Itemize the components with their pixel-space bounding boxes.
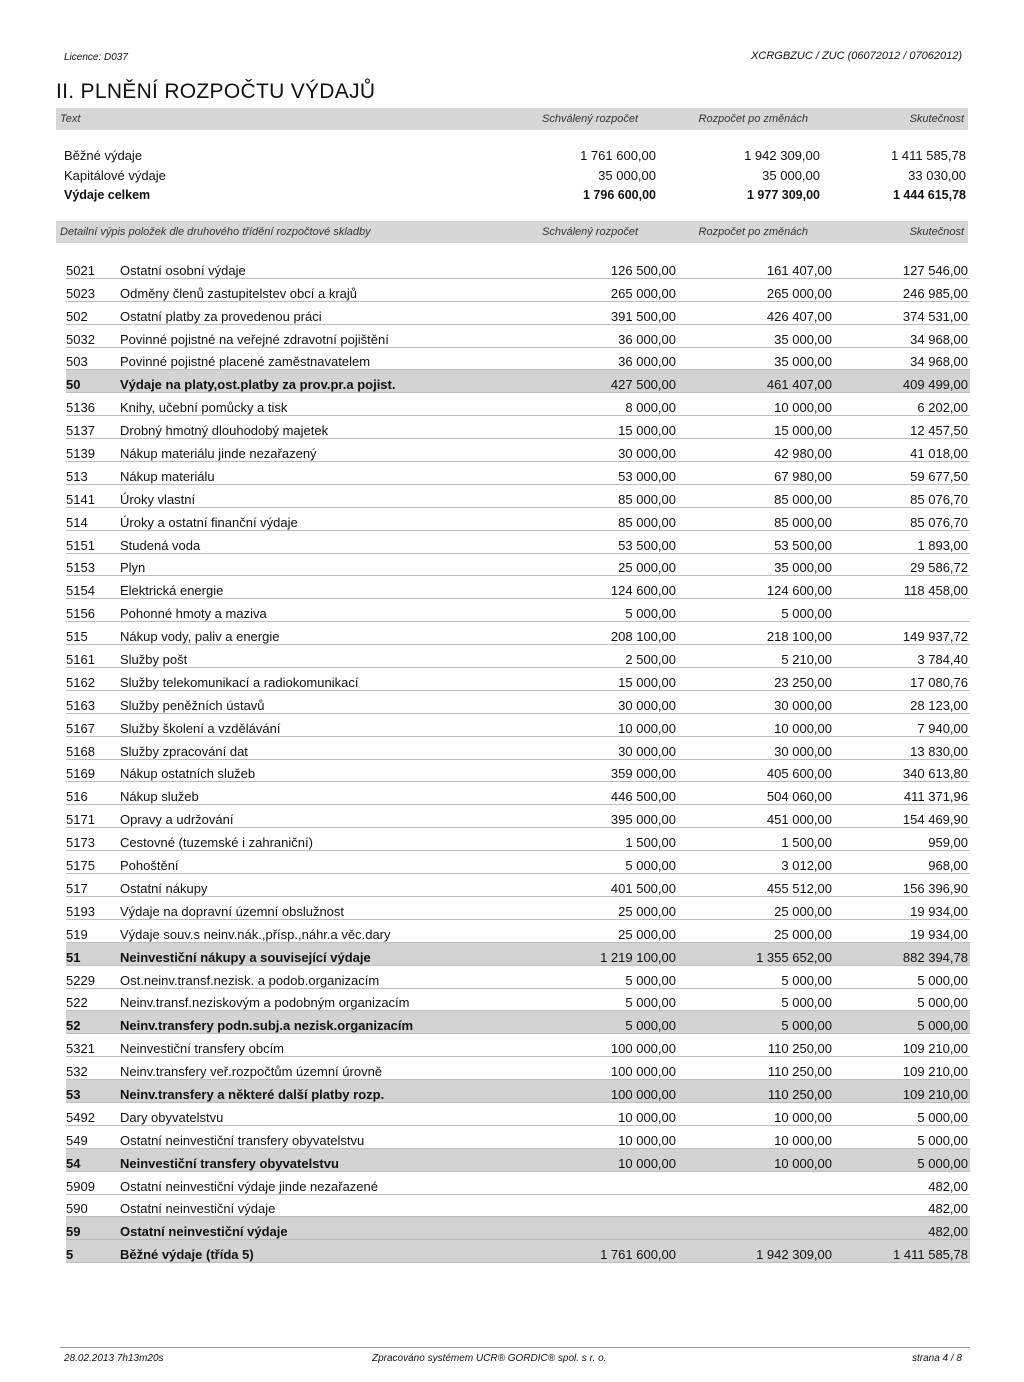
row-code: 503 (66, 354, 88, 370)
row-approved: 53 000,00 (618, 468, 676, 484)
row-approved: 359 000,00 (610, 766, 676, 782)
row-approved: 25 000,00 (618, 926, 676, 942)
row-approved: 208 100,00 (610, 629, 676, 645)
row-actual: 34 968,00 (910, 331, 968, 347)
row-revised: 110 250,00 (678, 1080, 834, 1103)
row-code: 517 (66, 880, 88, 896)
row-revised: 124 600,00 (766, 583, 832, 599)
row-code: 5021 (66, 262, 95, 278)
row-code: 54 (66, 1148, 120, 1171)
row-revised: 25 000,00 (774, 903, 832, 919)
row-name: Elektrická energie (120, 583, 224, 599)
table-row (66, 942, 970, 965)
table-row (66, 1148, 970, 1171)
row-actual: 374 531,00 (902, 308, 968, 324)
row-revised: 10 000,00 (774, 720, 832, 736)
row-revised: 35 000,00 (774, 354, 832, 370)
row-approved: 30 000,00 (618, 743, 676, 759)
row-actual: 882 394,78 (834, 942, 970, 965)
row-actual: 59 677,50 (910, 468, 968, 484)
row-approved: 446 500,00 (610, 789, 676, 805)
table-row (66, 988, 970, 1011)
row-approved: 8 000,00 (625, 400, 676, 416)
row-actual: 17 080,76 (910, 674, 968, 690)
row-name: Běžné výdaje (třída 5) (120, 1240, 540, 1263)
row-revised: 426 407,00 (766, 308, 832, 324)
summary-actual: 1 444 615,78 (893, 188, 966, 202)
table-row (66, 599, 970, 622)
summary-revised: 1 942 309,00 (744, 148, 820, 163)
table-row (66, 690, 970, 713)
table-row (66, 507, 970, 530)
table-row (66, 919, 970, 942)
table-row (66, 622, 970, 645)
row-revised: 5 210,00 (781, 652, 832, 668)
row-actual: 109 210,00 (902, 1041, 968, 1057)
row-code: 5162 (66, 674, 95, 690)
row-name: Výdaje souv.s neinv.nák.,přísp.,náhr.a věc.dary (120, 926, 391, 942)
row-name: Ostatní nákupy (120, 880, 208, 896)
row-code: 5153 (66, 560, 95, 576)
row-approved: 1 761 600,00 (540, 1240, 678, 1263)
row-name: Povinné pojistné placené zaměstnavatelem (120, 354, 371, 370)
row-actual: 149 937,72 (902, 629, 968, 645)
table-row (66, 782, 970, 805)
row-name: Studená voda (120, 537, 201, 553)
row-name: Ostatní platby za provedenou práci (120, 308, 322, 324)
row-revised: 1 942 309,00 (678, 1240, 834, 1263)
row-name: Neinv.transfery a některé další platby rozp. (120, 1080, 540, 1103)
row-code: 59 (66, 1217, 120, 1240)
row-revised: 5 000,00 (781, 995, 832, 1011)
row-name: Cestovné (tuzemské i zahraniční) (120, 835, 313, 851)
row-revised: 1 355 652,00 (678, 942, 834, 965)
row-name: Pohonné hmoty a maziva (120, 606, 267, 622)
row-actual: 13 830,00 (910, 743, 968, 759)
row-approved: 36 000,00 (618, 354, 676, 370)
table-row (66, 576, 970, 599)
row-name: Opravy a udržování (120, 812, 234, 828)
row-revised: 10 000,00 (678, 1148, 834, 1171)
row-code: 5151 (66, 537, 95, 553)
row-actual: 340 613,80 (902, 766, 968, 782)
row-approved: 391 500,00 (610, 308, 676, 324)
summary-label: Výdaje celkem (64, 188, 151, 202)
row-approved: 126 500,00 (610, 262, 676, 278)
row-actual: 246 985,00 (902, 285, 968, 301)
footer-date: 28.02.2013 7h13m20s (64, 1353, 164, 1364)
detail-header-col3: Skutečnost (909, 226, 964, 238)
row-actual: 482,00 (928, 1178, 968, 1194)
row-name: Nákup služeb (120, 789, 199, 805)
summary-revised: 35 000,00 (762, 168, 820, 183)
row-actual: 1 893,00 (917, 537, 968, 553)
row-actual: 19 934,00 (910, 926, 968, 942)
row-code: 514 (66, 514, 88, 530)
row-actual: 1 411 585,78 (834, 1240, 970, 1263)
table-row (66, 370, 970, 393)
row-revised: 461 407,00 (678, 370, 834, 393)
row-name: Nákup materiálu (120, 468, 215, 484)
table-row (66, 1171, 970, 1194)
row-code: 549 (66, 1132, 88, 1148)
row-actual: 5 000,00 (917, 972, 968, 988)
row-actual: 118 458,00 (903, 583, 968, 599)
row-revised: 30 000,00 (774, 743, 832, 759)
row-actual: 409 499,00 (834, 370, 970, 393)
row-approved (540, 1171, 678, 1194)
row-approved: 265 000,00 (610, 285, 676, 301)
summary-label: Běžné výdaje (64, 148, 143, 163)
summary-header-col1: Schválený rozpočet (542, 113, 638, 125)
row-approved: 53 500,00 (618, 537, 676, 553)
row-actual: 6 202,00 (917, 400, 968, 416)
row-approved: 15 000,00 (618, 423, 676, 439)
table-row (66, 553, 970, 576)
summary-row-total (64, 186, 964, 206)
table-row (66, 874, 970, 897)
row-revised: 1 500,00 (781, 835, 832, 851)
row-name: Služby peněžních ústavů (120, 697, 265, 713)
row-name: Služby školení a vzdělávání (120, 720, 281, 736)
summary-header-bar (56, 108, 968, 130)
table-row (66, 668, 970, 691)
summary-label: Kapitálové výdaje (64, 168, 166, 183)
row-actual: 85 076,70 (910, 514, 968, 530)
row-actual: 482,00 (834, 1217, 970, 1240)
table-row (66, 1240, 970, 1263)
row-actual: 28 123,00 (910, 697, 968, 713)
row-code: 513 (66, 468, 88, 484)
row-name: Nákup materiálu jinde nezařazený (120, 446, 317, 462)
row-revised: 10 000,00 (774, 400, 832, 416)
row-approved: 427 500,00 (540, 370, 678, 393)
row-code: 5909 (66, 1178, 95, 1194)
row-actual: 5 000,00 (917, 1132, 968, 1148)
row-code: 519 (66, 926, 88, 942)
row-name: Ostatní neinvestiční transfery obyvatelstvu (120, 1132, 365, 1148)
row-actual: 5 000,00 (834, 1011, 970, 1034)
row-code: 51 (66, 942, 120, 965)
row-revised (678, 1194, 834, 1217)
row-name: Úroky vlastní (120, 491, 196, 507)
detail-header-bar (56, 221, 968, 243)
table-row (66, 301, 970, 324)
row-code: 5171 (66, 812, 95, 828)
table-row (66, 462, 970, 485)
row-actual: 7 940,00 (917, 720, 968, 736)
row-name: Neinv.transfery veř.rozpočtům územní úrovně (120, 1064, 383, 1080)
row-actual: 154 469,90 (902, 812, 968, 828)
report-code: XCRGBZUC / ZUC (06072012 / 07062012) (751, 50, 962, 62)
row-approved: 15 000,00 (618, 674, 676, 690)
table-row (66, 736, 970, 759)
row-actual: 19 934,00 (910, 903, 968, 919)
table-row (66, 965, 970, 988)
detail-table (66, 256, 970, 1263)
row-actual: 5 000,00 (834, 1148, 970, 1171)
row-revised: 5 000,00 (781, 972, 832, 988)
row-code: 5163 (66, 697, 95, 713)
summary-approved: 35 000,00 (598, 168, 656, 183)
table-row (66, 1057, 970, 1080)
row-code: 5139 (66, 446, 95, 462)
row-revised: 25 000,00 (774, 926, 832, 942)
row-revised: 42 980,00 (774, 446, 832, 462)
row-name: Ostatní neinvestiční výdaje (120, 1217, 540, 1240)
table-row (66, 1011, 970, 1034)
table-row (66, 1080, 970, 1103)
row-actual: 109 210,00 (902, 1064, 968, 1080)
table-row (66, 1194, 970, 1217)
row-actual: 411 371,96 (903, 789, 968, 805)
row-approved: 5 000,00 (625, 858, 676, 874)
license-label: Licence: D037 (64, 52, 128, 63)
table-row (66, 1125, 970, 1148)
row-approved: 395 000,00 (610, 812, 676, 828)
row-code: 5156 (66, 606, 95, 622)
summary-header-col2: Rozpočet po změnách (698, 113, 808, 125)
row-approved: 100 000,00 (610, 1041, 676, 1057)
row-code: 5023 (66, 285, 95, 301)
row-name: Odměny členů zastupitelstev obcí a krajů (120, 285, 358, 301)
row-name: Neinvestiční nákupy a související výdaje (120, 942, 540, 965)
row-name: Služby zpracování dat (120, 743, 248, 759)
summary-header-col3: Skutečnost (909, 113, 964, 125)
row-name: Neinv.transf.neziskovým a podobným organizacím (120, 995, 410, 1011)
row-code: 52 (66, 1011, 120, 1034)
row-approved: 100 000,00 (610, 1064, 676, 1080)
table-row (66, 851, 970, 874)
row-code: 5154 (66, 583, 95, 599)
table-row (66, 759, 970, 782)
row-revised: 110 250,00 (767, 1064, 832, 1080)
row-revised: 85 000,00 (774, 514, 832, 530)
row-actual: 12 457,50 (910, 423, 968, 439)
row-code: 5167 (66, 720, 95, 736)
table-row (66, 416, 970, 439)
row-code: 502 (66, 308, 88, 324)
row-revised: 67 980,00 (774, 468, 832, 484)
row-name: Pohoštění (120, 858, 179, 874)
row-code: 5136 (66, 400, 95, 416)
row-revised: 161 407,00 (766, 262, 832, 278)
row-approved (540, 1217, 678, 1240)
table-row (66, 713, 970, 736)
row-name: Ostatní neinvestiční výdaje (120, 1201, 276, 1217)
row-revised: 35 000,00 (774, 560, 832, 576)
row-name: Ost.neinv.transf.nezisk. a podob.organizacím (120, 972, 380, 988)
row-revised: 455 512,00 (766, 880, 832, 896)
row-actual: 5 000,00 (917, 1109, 968, 1125)
row-approved: 10 000,00 (618, 1109, 676, 1125)
row-name: Neinvestiční transfery obcím (120, 1041, 285, 1057)
row-name: Povinné pojistné na veřejné zdravotní pojištění (120, 331, 389, 347)
footer-page: strana 4 / 8 (911, 1353, 962, 1364)
row-name: Drobný hmotný dlouhodobý majetek (120, 423, 329, 439)
row-name: Ostatní osobní výdaje (120, 262, 246, 278)
row-code: 5492 (66, 1109, 95, 1125)
row-actual: 34 968,00 (910, 354, 968, 370)
row-revised: 10 000,00 (774, 1132, 832, 1148)
table-row (66, 645, 970, 668)
row-approved: 25 000,00 (618, 903, 676, 919)
row-code: 5193 (66, 903, 95, 919)
row-approved: 36 000,00 (618, 331, 676, 347)
footer-divider (60, 1347, 970, 1348)
summary-approved: 1 796 600,00 (583, 188, 656, 202)
table-row (66, 896, 970, 919)
row-approved: 2 500,00 (625, 652, 676, 668)
row-actual: 85 076,70 (910, 491, 968, 507)
detail-header-col1: Schválený rozpočet (542, 226, 638, 238)
row-code: 5169 (66, 766, 95, 782)
row-actual: 127 546,00 (902, 262, 968, 278)
row-code: 516 (66, 789, 88, 805)
page-title: II. PLNĚNÍ ROZPOČTU VÝDAJŮ (56, 80, 376, 103)
row-name: Výdaje na platy,ost.platby za prov.pr.a pojist. (120, 370, 540, 393)
row-approved: 25 000,00 (618, 560, 676, 576)
row-approved: 124 600,00 (610, 583, 676, 599)
table-row (66, 324, 970, 347)
table-row (66, 439, 970, 462)
row-code: 5168 (66, 743, 95, 759)
row-code: 5 (66, 1240, 120, 1263)
row-actual: 959,00 (928, 835, 968, 851)
row-code: 5161 (66, 652, 95, 668)
row-name: Nákup ostatních služeb (120, 766, 256, 782)
row-actual: 5 000,00 (917, 995, 968, 1011)
table-row (66, 1217, 970, 1240)
row-actual (834, 599, 970, 622)
row-revised: 504 060,00 (766, 789, 832, 805)
row-approved: 10 000,00 (540, 1148, 678, 1171)
table-row (66, 1034, 970, 1057)
row-name: Ostatní neinvestiční výdaje jinde nezařazené (120, 1178, 378, 1194)
row-actual: 482,00 (928, 1201, 968, 1217)
row-code: 5032 (66, 331, 95, 347)
table-row (66, 805, 970, 828)
row-code: 522 (66, 995, 88, 1011)
row-revised: 451 000,00 (766, 812, 832, 828)
row-name: Knihy, učební pomůcky a tisk (120, 400, 288, 416)
summary-row (64, 146, 964, 166)
row-approved: 1 219 100,00 (540, 942, 678, 965)
row-code: 5137 (66, 423, 95, 439)
summary-actual: 33 030,00 (908, 168, 966, 183)
row-revised: 85 000,00 (774, 491, 832, 507)
row-approved: 85 000,00 (618, 514, 676, 530)
row-name: Dary obyvatelstvu (120, 1109, 224, 1125)
row-revised: 30 000,00 (774, 697, 832, 713)
row-revised: 35 000,00 (774, 331, 832, 347)
table-row (66, 393, 970, 416)
row-revised: 218 100,00 (766, 629, 832, 645)
table-row (66, 347, 970, 370)
row-actual: 156 396,90 (902, 880, 968, 896)
row-approved: 401 500,00 (610, 880, 676, 896)
row-approved: 30 000,00 (618, 446, 676, 462)
row-name: Neinv.transfery podn.subj.a nezisk.organizacím (120, 1011, 540, 1034)
row-code: 5321 (66, 1041, 95, 1057)
summary-actual: 1 411 585,78 (891, 148, 966, 163)
row-approved: 5 000,00 (625, 995, 676, 1011)
row-code: 515 (66, 629, 88, 645)
row-approved (540, 1194, 678, 1217)
row-revised: 10 000,00 (774, 1109, 832, 1125)
row-approved: 5 000,00 (625, 606, 676, 622)
row-revised: 265 000,00 (766, 285, 832, 301)
row-actual: 41 018,00 (910, 446, 968, 462)
row-code: 50 (66, 370, 120, 393)
row-name: Neinvestiční transfery obyvatelstvu (120, 1148, 540, 1171)
row-code: 5173 (66, 835, 95, 851)
summary-header-text: Text (60, 113, 81, 125)
row-revised: 3 012,00 (781, 858, 832, 874)
row-name: Plyn (120, 560, 146, 576)
row-actual: 29 586,72 (910, 560, 968, 576)
row-approved: 30 000,00 (618, 697, 676, 713)
row-revised: 5 000,00 (781, 606, 832, 622)
row-code: 53 (66, 1080, 120, 1103)
row-revised: 110 250,00 (767, 1041, 832, 1057)
row-revised (678, 1171, 834, 1194)
row-approved: 100 000,00 (540, 1080, 678, 1103)
table-row (66, 256, 970, 278)
row-name: Výdaje na dopravní územní obslužnost (120, 903, 345, 919)
row-code: 532 (66, 1064, 88, 1080)
row-name: Nákup vody, paliv a energie (120, 629, 280, 645)
row-approved: 5 000,00 (540, 1011, 678, 1034)
row-approved: 1 500,00 (625, 835, 676, 851)
row-actual: 3 784,40 (917, 652, 968, 668)
row-name: Úroky a ostatní finanční výdaje (120, 514, 298, 530)
row-approved: 10 000,00 (618, 1132, 676, 1148)
row-approved: 10 000,00 (618, 720, 676, 736)
table-row (66, 1102, 970, 1125)
table-row (66, 484, 970, 507)
row-code: 5175 (66, 858, 95, 874)
table-row (66, 530, 970, 553)
table-row (66, 278, 970, 301)
detail-header-col2: Rozpočet po změnách (698, 226, 808, 238)
summary-row (64, 166, 964, 186)
row-revised: 5 000,00 (678, 1011, 834, 1034)
row-code: 5229 (66, 972, 95, 988)
row-name: Služby pošt (120, 652, 188, 668)
row-actual: 968,00 (928, 858, 968, 874)
row-revised: 15 000,00 (774, 423, 832, 439)
row-actual: 109 210,00 (834, 1080, 970, 1103)
row-code: 5141 (66, 491, 95, 507)
row-name: Služby telekomunikací a radiokomunikací (120, 674, 359, 690)
row-revised (678, 1217, 834, 1240)
row-revised: 53 500,00 (774, 537, 832, 553)
summary-approved: 1 761 600,00 (580, 148, 656, 163)
row-approved: 85 000,00 (618, 491, 676, 507)
row-revised: 405 600,00 (766, 766, 832, 782)
table-row (66, 828, 970, 851)
footer-system: Zpracováno systémem UCR® GORDIC® spol. s r. o. (372, 1353, 607, 1364)
row-revised: 23 250,00 (774, 674, 832, 690)
row-code: 590 (66, 1201, 88, 1217)
summary-block (64, 146, 964, 206)
summary-revised: 1 977 309,00 (747, 188, 820, 202)
detail-header-text: Detailní výpis položek dle druhového třídění rozpočtové skladby (60, 226, 371, 238)
row-approved: 5 000,00 (625, 972, 676, 988)
